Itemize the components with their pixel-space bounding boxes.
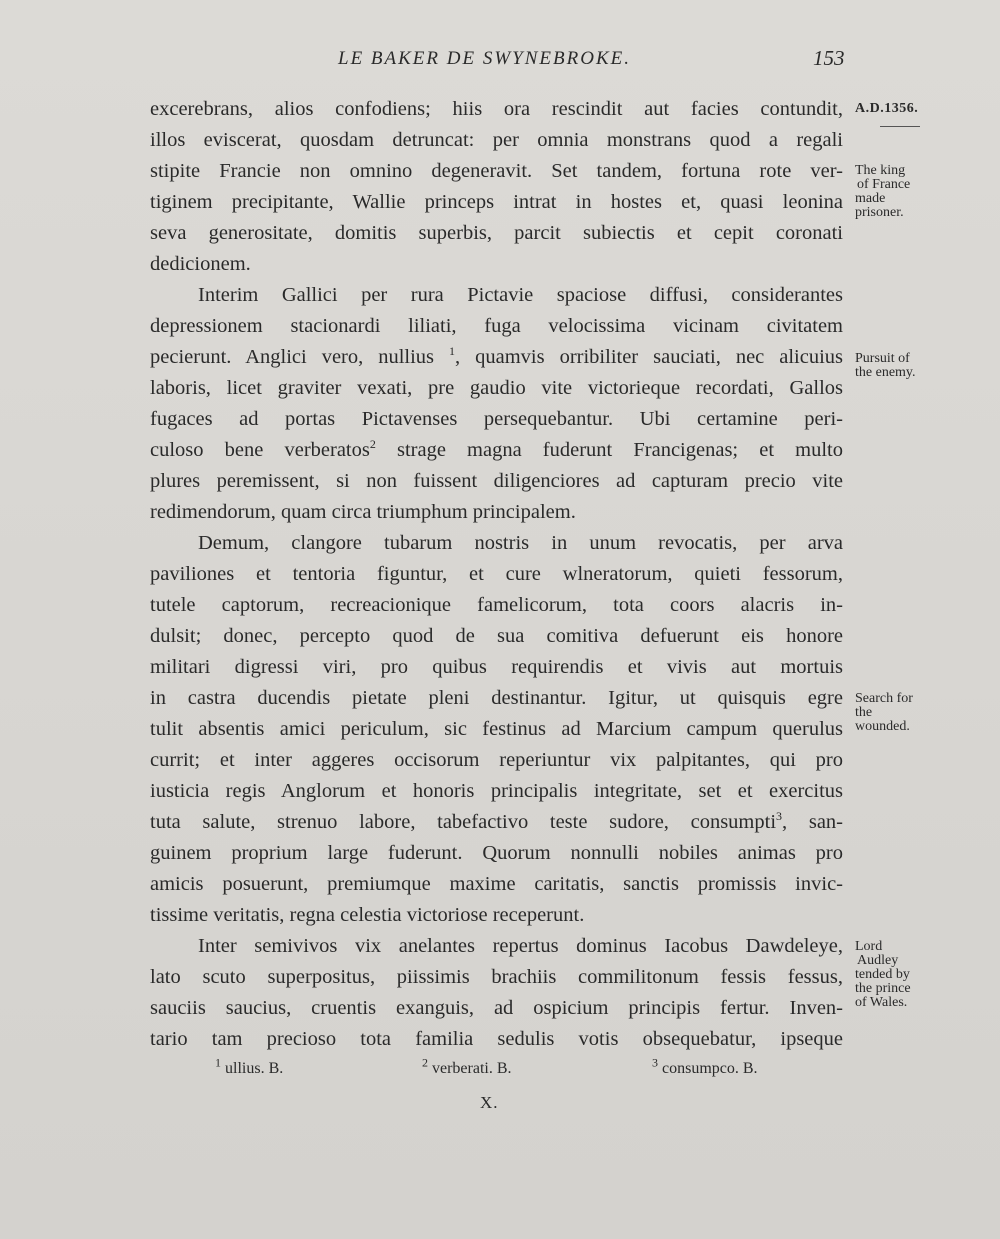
text-line-with-note: pecierunt. Anglici vero, nullius $^1$, quamvis orribiliter sauciati, nec alicuius bbox=[150, 344, 844, 368]
margin-note-line: prisoner. bbox=[855, 205, 904, 220]
text-line: militari digressi viri, pro quibus requirendis et vivis aut mortuis bbox=[150, 656, 843, 678]
footnote-mark: 3 bbox=[776, 809, 783, 824]
margin-note-line: Search for bbox=[855, 691, 913, 706]
text-line: tulit absentis amici periculum, sic festinus ad Marcium campum querulus bbox=[150, 718, 843, 740]
body-text bbox=[150, 94, 843, 1055]
margin-note-king bbox=[855, 164, 955, 220]
text-line: tutele captorum, recreacionique famelicorum, tota coors alacris in- bbox=[150, 594, 843, 616]
signature-mark: X. bbox=[480, 1093, 499, 1112]
line-text: strage magna fuderunt Francigenas; et multo bbox=[396, 439, 843, 461]
footnote-number: 1 bbox=[215, 1055, 221, 1070]
footnote bbox=[215, 1055, 284, 1078]
text-line: in castra ducendis pietate pleni destinantur. Igitur, ut quisquis egre bbox=[150, 687, 843, 709]
text-line: amicis posuerunt, premiumque maxime caritatis, sanctis promissis invic- bbox=[150, 873, 843, 895]
text-line: guinem proprium large fuderunt. Quorum nonnulli nobiles animas pro bbox=[150, 842, 843, 864]
text-line: excerebrans, alios confodiens; hiis ora rescindit aut facies contundit, bbox=[150, 98, 843, 120]
footnote-mark: 1 bbox=[449, 344, 456, 359]
footnote-number: 3 bbox=[652, 1055, 658, 1070]
footnote bbox=[652, 1055, 758, 1078]
text-line-with-note bbox=[150, 435, 843, 466]
margin-note-line: Pursuit of bbox=[855, 351, 910, 366]
margin-note-year: A.D.1356. bbox=[855, 101, 919, 116]
text-line: seva generositate, domitis superbis, parcit subiectis et cepit coronati bbox=[150, 222, 843, 244]
text-line: depressionem stacionardi liliati, fuga velocissima vicinam civitatem bbox=[150, 315, 843, 337]
text-line: Interim Gallici per rura Pictavie spaciose diffusi, considerantes bbox=[198, 284, 843, 306]
footnote-mark: 2 bbox=[369, 437, 376, 452]
line-text: quamvis orribiliter sauciati, nec alicuius bbox=[475, 346, 844, 368]
footnote-text: consumpco. B. bbox=[662, 1060, 758, 1077]
footnote bbox=[422, 1055, 512, 1078]
footnotes bbox=[0, 1055, 1000, 1084]
text-line: tissime veritatis, regna celestia victoriose receperunt. bbox=[150, 904, 585, 926]
margin-note-line: the bbox=[855, 705, 873, 720]
margin-divider bbox=[880, 126, 920, 127]
text-line: sauciis saucius, cruentis exanguis, ad ospicium principis fertur. Inven- bbox=[150, 997, 843, 1019]
text-line: tario tam precioso tota familia sedulis votis obsequebatur, ipseque bbox=[150, 1028, 843, 1050]
text-line: iusticia regis Anglorum et honoris principalis integritate, set et exercitus bbox=[150, 780, 843, 802]
text-line-with-note: tuta salute, strenuo labore, tabefactivo teste sudore, consumpti$^3$, san- bbox=[150, 809, 844, 833]
text-line: paviliones et tentoria figuntur, et cure wlneratorum, quieti fessorum, bbox=[150, 563, 843, 585]
line-text: culoso bene verberatos bbox=[150, 439, 370, 461]
margin-note-line: of France bbox=[857, 177, 911, 192]
margin-note-search bbox=[855, 692, 955, 734]
text-line: dedicionem. bbox=[150, 253, 251, 275]
margin-note-line: of Wales. bbox=[855, 995, 908, 1010]
text-line: fugaces ad portas Pictavenses persequebantur. Ubi certamine peri- bbox=[150, 408, 843, 430]
margin-note-line: the enemy. bbox=[855, 365, 916, 380]
text-line: Demum, clangore tubarum nostris in unum revocatis, per arva bbox=[198, 532, 843, 554]
running-title: LE BAKER DE SWYNEBROKE. bbox=[338, 48, 631, 69]
text-line: redimendorum, quam circa triumphum principalem. bbox=[150, 501, 576, 523]
line-text: san- bbox=[808, 811, 844, 833]
text-line: plures peremissent, si non fuissent diligenciores ad capturam precio vite bbox=[150, 470, 843, 492]
page-number: 153 bbox=[813, 46, 845, 70]
line-text: pecierunt. Anglici vero, nullius bbox=[150, 346, 435, 368]
footnote-number: 2 bbox=[422, 1055, 428, 1070]
text-line: Inter semivivos vix anelantes repertus dominus Iacobus Dawdeleye, bbox=[198, 935, 843, 957]
text-line: laboris, licet graviter vexati, pre gaudio vite victorieque recordati, Gallos bbox=[150, 377, 843, 399]
margin-note-audley bbox=[855, 940, 955, 1010]
text-line: stipite Francie non omnino degeneravit. Set tandem, fortuna rote ver- bbox=[150, 160, 843, 182]
page-header bbox=[0, 44, 1000, 80]
margin-note-line: wounded. bbox=[855, 719, 910, 734]
text-line: tiginem precipitante, Wallie princeps intrat in hostes et, quasi leonina bbox=[150, 191, 843, 213]
margin-note-line: Lord bbox=[855, 939, 883, 954]
margin-note-pursuit bbox=[855, 352, 955, 380]
text-line: currit; et inter aggeres occisorum reperiuntur vix palpitantes, qui pro bbox=[150, 749, 843, 771]
line-text: tuta salute, strenuo labore, tabefactivo teste sudore, consumpti bbox=[150, 811, 777, 833]
footnote-text: verberati. B. bbox=[432, 1060, 512, 1077]
margin-note-line: the prince bbox=[855, 981, 911, 996]
text-line: lato scuto superpositus, piissimis brachiis commilitonum fessis fessus, bbox=[150, 966, 843, 988]
footnote-text: ullius. B. bbox=[225, 1060, 284, 1077]
text-line: illos eviscerat, quosdam detruncat: per omnia monstrans quod a regali bbox=[150, 129, 843, 151]
margin-note-line: The king bbox=[855, 163, 906, 178]
margin-note-line: made bbox=[855, 191, 886, 206]
margin-note-line: Audley bbox=[857, 953, 899, 968]
margin-note-line: tended by bbox=[855, 967, 910, 982]
text-line: dulsit; donec, percepto quod de sua comitiva defuerunt eis honore bbox=[150, 625, 843, 647]
